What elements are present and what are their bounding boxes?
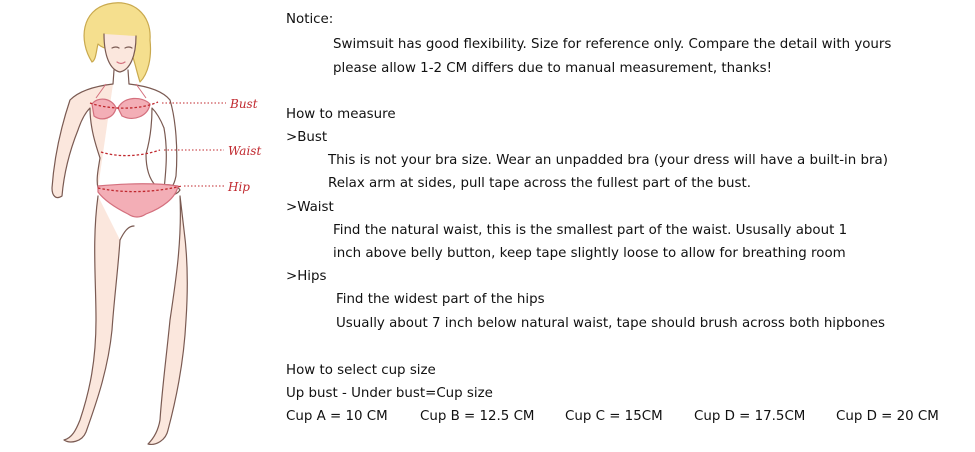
notice-line-2: please allow 1-2 CM differs due to manual measurement, thanks! — [333, 61, 772, 76]
cup-size-d: Cup D = 17.5CM — [694, 409, 806, 424]
cup-formula: Up bust - Under bust=Cup size — [286, 386, 493, 401]
cup-size-c: Cup C = 15CM — [565, 409, 663, 424]
hips-line-2: Usually about 7 inch below natural waist, tape should brush across both hipbones — [336, 316, 885, 331]
hip-label: Hip — [228, 180, 250, 194]
notice-line-1: Swimsuit has good flexibility. Size for reference only. Compare the detail with yours — [333, 37, 892, 52]
body-measurement-illustration — [0, 0, 270, 448]
bust-line-1: This is not your bra size. Wear an unpadded bra (your dress will have a built-in bra) — [328, 153, 888, 168]
waist-label: Waist — [228, 144, 262, 158]
leader-lines — [162, 103, 226, 186]
measure-heading: How to measure — [286, 107, 396, 122]
cup-size-a: Cup A = 10 CM — [286, 409, 388, 424]
bust-section-label: >Bust — [286, 130, 328, 145]
bust-line-2: Relax arm at sides, pull tape across the fullest part of the bust. — [328, 176, 751, 191]
cup-size-b: Cup B = 12.5 CM — [420, 409, 535, 424]
cup-size-d-large: Cup D = 20 CM — [836, 409, 939, 424]
hips-section-label: >Hips — [286, 269, 327, 284]
woman-figure-drawing — [0, 0, 270, 448]
cup-heading: How to select cup size — [286, 363, 436, 378]
notice-heading: Notice: — [286, 12, 334, 27]
waist-line-2: inch above belly button, keep tape slightly loose to allow for breathing room — [333, 246, 846, 261]
waist-section-label: >Waist — [286, 200, 334, 215]
bust-label: Bust — [230, 97, 258, 111]
waist-line-1: Find the natural waist, this is the smallest part of the waist. Ususally about 1 — [333, 223, 848, 238]
hips-line-1: Find the widest part of the hips — [336, 292, 545, 307]
